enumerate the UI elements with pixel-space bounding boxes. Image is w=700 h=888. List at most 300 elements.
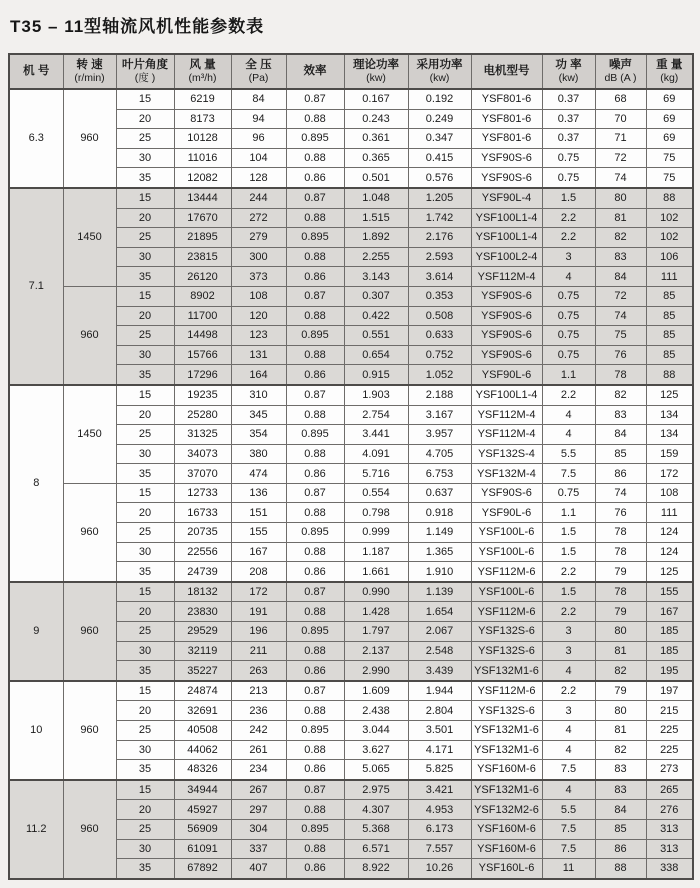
column-header-power-unit: (kw) [558, 72, 579, 84]
cell-airflow: 10128 [174, 129, 231, 149]
cell-pressure: 236 [231, 701, 286, 721]
cell-efficiency: 0.88 [286, 542, 344, 562]
cell-adopted-power: 0.508 [408, 306, 471, 326]
cell-weight: 85 [646, 286, 693, 306]
cell-pressure: 120 [231, 306, 286, 326]
table-header [9, 54, 693, 89]
cell-power: 11 [542, 859, 595, 879]
cell-blade-angle: 30 [116, 444, 174, 464]
cell-pressure: 94 [231, 109, 286, 129]
cell-airflow: 34944 [174, 780, 231, 800]
cell-theoretical-power: 2.438 [344, 701, 408, 721]
cell-blade-angle: 20 [116, 602, 174, 622]
cell-efficiency: 0.895 [286, 228, 344, 248]
cell-noise: 72 [595, 148, 646, 168]
cell-power: 3 [542, 701, 595, 721]
cell-pressure: 380 [231, 444, 286, 464]
cell-efficiency: 0.895 [286, 425, 344, 445]
column-header-adopted-power [408, 54, 471, 89]
cell-weight: 197 [646, 681, 693, 701]
cell-motor-model: YSF132M1-6 [471, 661, 542, 681]
cell-airflow: 24739 [174, 562, 231, 582]
cell-weight: 225 [646, 740, 693, 760]
cell-motor-model: YSF90S-6 [471, 483, 542, 503]
cell-theoretical-power: 1.892 [344, 228, 408, 248]
cell-weight: 159 [646, 444, 693, 464]
cell-weight: 195 [646, 661, 693, 681]
cell-weight: 155 [646, 582, 693, 602]
machine-number-cell: 10 [9, 681, 63, 780]
cell-motor-model: YSF132S-6 [471, 701, 542, 721]
cell-airflow: 34073 [174, 444, 231, 464]
cell-motor-model: YSF132M-4 [471, 464, 542, 484]
cell-pressure: 155 [231, 523, 286, 543]
cell-theoretical-power: 8.922 [344, 859, 408, 879]
cell-noise: 81 [595, 641, 646, 661]
cell-noise: 80 [595, 622, 646, 642]
cell-motor-model: YSF112M-6 [471, 562, 542, 582]
page-title: T35 – 11型轴流风机性能参数表 [10, 17, 265, 36]
cell-adopted-power: 1.365 [408, 542, 471, 562]
cell-theoretical-power: 5.716 [344, 464, 408, 484]
cell-weight: 85 [646, 345, 693, 365]
table-row [9, 286, 693, 306]
cell-power: 3 [542, 247, 595, 267]
cell-blade-angle: 15 [116, 286, 174, 306]
cell-power: 1.5 [542, 582, 595, 602]
cell-pressure: 131 [231, 345, 286, 365]
cell-motor-model: YSF160L-6 [471, 859, 542, 879]
cell-motor-model: YSF90S-6 [471, 168, 542, 188]
cell-airflow: 23815 [174, 247, 231, 267]
cell-power: 2.2 [542, 602, 595, 622]
cell-adopted-power: 0.415 [408, 148, 471, 168]
cell-airflow: 21895 [174, 228, 231, 248]
cell-weight: 106 [646, 247, 693, 267]
cell-adopted-power: 3.614 [408, 267, 471, 287]
cell-pressure: 96 [231, 129, 286, 149]
cell-motor-model: YSF100L-6 [471, 582, 542, 602]
cell-airflow: 12733 [174, 483, 231, 503]
cell-motor-model: YSF132S-6 [471, 641, 542, 661]
machine-number-cell: 8 [9, 385, 63, 582]
cell-efficiency: 0.895 [286, 523, 344, 543]
cell-weight: 265 [646, 780, 693, 800]
cell-theoretical-power: 4.307 [344, 800, 408, 820]
cell-noise: 82 [595, 740, 646, 760]
cell-weight: 124 [646, 523, 693, 543]
speed-cell: 960 [63, 286, 116, 384]
column-header-weight-label: 重 量 [656, 59, 683, 71]
cell-motor-model: YSF132M1-6 [471, 780, 542, 800]
cell-power: 1.5 [542, 188, 595, 208]
column-header-weight [646, 54, 693, 89]
cell-blade-angle: 15 [116, 89, 174, 109]
speed-cell: 1450 [63, 188, 116, 286]
table-row [9, 385, 693, 405]
cell-theoretical-power: 3.627 [344, 740, 408, 760]
cell-blade-angle: 25 [116, 523, 174, 543]
cell-pressure: 242 [231, 721, 286, 741]
cell-pressure: 234 [231, 760, 286, 780]
cell-weight: 111 [646, 503, 693, 523]
cell-efficiency: 0.87 [286, 681, 344, 701]
cell-pressure: 123 [231, 326, 286, 346]
cell-blade-angle: 25 [116, 721, 174, 741]
cell-blade-angle: 15 [116, 385, 174, 405]
cell-airflow: 16733 [174, 503, 231, 523]
cell-weight: 69 [646, 109, 693, 129]
cell-blade-angle: 30 [116, 542, 174, 562]
cell-power: 7.5 [542, 839, 595, 859]
cell-efficiency: 0.88 [286, 641, 344, 661]
cell-efficiency: 0.87 [286, 188, 344, 208]
cell-theoretical-power: 0.798 [344, 503, 408, 523]
cell-airflow: 11700 [174, 306, 231, 326]
column-header-power-label: 功 率 [555, 59, 582, 71]
cell-pressure: 297 [231, 800, 286, 820]
cell-pressure: 345 [231, 405, 286, 425]
cell-pressure: 128 [231, 168, 286, 188]
cell-efficiency: 0.88 [286, 247, 344, 267]
cell-adopted-power: 5.825 [408, 760, 471, 780]
column-header-speed [63, 54, 116, 89]
cell-weight: 276 [646, 800, 693, 820]
cell-pressure: 191 [231, 602, 286, 622]
cell-airflow: 67892 [174, 859, 231, 879]
cell-pressure: 244 [231, 188, 286, 208]
cell-airflow: 18132 [174, 582, 231, 602]
cell-blade-angle: 20 [116, 208, 174, 228]
cell-blade-angle: 15 [116, 483, 174, 503]
cell-theoretical-power: 0.501 [344, 168, 408, 188]
cell-theoretical-power: 2.975 [344, 780, 408, 800]
cell-adopted-power: 6.173 [408, 819, 471, 839]
cell-theoretical-power: 1.187 [344, 542, 408, 562]
cell-adopted-power: 0.347 [408, 129, 471, 149]
table-row [9, 780, 693, 800]
cell-motor-model: YSF90S-6 [471, 148, 542, 168]
cell-theoretical-power: 5.065 [344, 760, 408, 780]
cell-power: 4 [542, 780, 595, 800]
speed-cell: 960 [63, 582, 116, 681]
cell-efficiency: 0.88 [286, 444, 344, 464]
cell-theoretical-power: 0.915 [344, 365, 408, 385]
cell-power: 3 [542, 622, 595, 642]
cell-efficiency: 0.895 [286, 326, 344, 346]
cell-blade-angle: 15 [116, 188, 174, 208]
cell-noise: 83 [595, 760, 646, 780]
cell-adopted-power: 2.188 [408, 385, 471, 405]
cell-blade-angle: 15 [116, 582, 174, 602]
cell-power: 4 [542, 661, 595, 681]
cell-efficiency: 0.88 [286, 306, 344, 326]
speed-cell: 960 [63, 483, 116, 581]
cell-noise: 83 [595, 405, 646, 425]
cell-noise: 86 [595, 464, 646, 484]
cell-power: 0.37 [542, 129, 595, 149]
cell-weight: 185 [646, 641, 693, 661]
cell-noise: 82 [595, 661, 646, 681]
cell-adopted-power: 6.753 [408, 464, 471, 484]
cell-weight: 215 [646, 701, 693, 721]
cell-noise: 72 [595, 286, 646, 306]
cell-pressure: 272 [231, 208, 286, 228]
cell-airflow: 37070 [174, 464, 231, 484]
cell-blade-angle: 20 [116, 109, 174, 129]
cell-airflow: 44062 [174, 740, 231, 760]
cell-theoretical-power: 0.307 [344, 286, 408, 306]
cell-theoretical-power: 4.091 [344, 444, 408, 464]
cell-airflow: 25280 [174, 405, 231, 425]
cell-weight: 185 [646, 622, 693, 642]
cell-power: 0.75 [542, 345, 595, 365]
cell-theoretical-power: 6.571 [344, 839, 408, 859]
column-header-motor-model-label: 电机型号 [483, 65, 530, 77]
cell-theoretical-power: 0.654 [344, 345, 408, 365]
cell-noise: 88 [595, 859, 646, 879]
table-row [9, 582, 693, 602]
cell-efficiency: 0.88 [286, 405, 344, 425]
cell-weight: 85 [646, 306, 693, 326]
cell-theoretical-power: 0.243 [344, 109, 408, 129]
table-row [9, 483, 693, 503]
cell-efficiency: 0.895 [286, 129, 344, 149]
column-header-pressure [231, 54, 286, 89]
cell-noise: 76 [595, 503, 646, 523]
column-header-airflow-unit: (m³/h) [188, 72, 217, 84]
cell-adopted-power: 0.752 [408, 345, 471, 365]
cell-weight: 134 [646, 425, 693, 445]
cell-motor-model: YSF90S-6 [471, 326, 542, 346]
cell-adopted-power: 0.633 [408, 326, 471, 346]
cell-efficiency: 0.895 [286, 721, 344, 741]
cell-airflow: 6219 [174, 89, 231, 109]
cell-theoretical-power: 1.661 [344, 562, 408, 582]
cell-pressure: 261 [231, 740, 286, 760]
cell-theoretical-power: 0.554 [344, 483, 408, 503]
cell-motor-model: YSF100L2-4 [471, 247, 542, 267]
cell-airflow: 11016 [174, 148, 231, 168]
speed-cell: 960 [63, 681, 116, 780]
cell-pressure: 108 [231, 286, 286, 306]
cell-blade-angle: 35 [116, 661, 174, 681]
cell-weight: 134 [646, 405, 693, 425]
cell-power: 4 [542, 267, 595, 287]
cell-pressure: 136 [231, 483, 286, 503]
cell-blade-angle: 30 [116, 345, 174, 365]
cell-power: 1.5 [542, 523, 595, 543]
cell-blade-angle: 15 [116, 681, 174, 701]
cell-efficiency: 0.86 [286, 760, 344, 780]
cell-blade-angle: 35 [116, 267, 174, 287]
cell-power: 2.2 [542, 208, 595, 228]
cell-motor-model: YSF100L-6 [471, 542, 542, 562]
cell-theoretical-power: 0.361 [344, 129, 408, 149]
cell-noise: 78 [595, 542, 646, 562]
cell-noise: 79 [595, 681, 646, 701]
column-header-noise [595, 54, 646, 89]
cell-adopted-power: 0.249 [408, 109, 471, 129]
cell-power: 1.1 [542, 365, 595, 385]
cell-blade-angle: 35 [116, 562, 174, 582]
cell-power: 0.75 [542, 148, 595, 168]
cell-adopted-power: 1.052 [408, 365, 471, 385]
cell-pressure: 474 [231, 464, 286, 484]
cell-pressure: 373 [231, 267, 286, 287]
cell-adopted-power: 4.705 [408, 444, 471, 464]
cell-noise: 78 [595, 582, 646, 602]
cell-airflow: 35227 [174, 661, 231, 681]
cell-pressure: 263 [231, 661, 286, 681]
cell-theoretical-power: 2.990 [344, 661, 408, 681]
cell-motor-model: YSF100L1-4 [471, 385, 542, 405]
cell-weight: 172 [646, 464, 693, 484]
cell-power: 1.5 [542, 542, 595, 562]
column-header-efficiency-label: 效率 [303, 65, 327, 77]
cell-airflow: 8902 [174, 286, 231, 306]
cell-airflow: 56909 [174, 819, 231, 839]
cell-theoretical-power: 0.551 [344, 326, 408, 346]
cell-theoretical-power: 1.048 [344, 188, 408, 208]
cell-power: 7.5 [542, 464, 595, 484]
column-header-theoretical-power-label: 理论功率 [353, 59, 399, 71]
table-row [9, 89, 693, 109]
cell-motor-model: YSF112M-4 [471, 405, 542, 425]
cell-motor-model: YSF112M-4 [471, 425, 542, 445]
cell-weight: 85 [646, 326, 693, 346]
cell-pressure: 354 [231, 425, 286, 445]
cell-theoretical-power: 1.609 [344, 681, 408, 701]
cell-efficiency: 0.88 [286, 109, 344, 129]
cell-noise: 83 [595, 247, 646, 267]
cell-noise: 80 [595, 701, 646, 721]
cell-blade-angle: 35 [116, 365, 174, 385]
cell-adopted-power: 2.548 [408, 641, 471, 661]
cell-adopted-power: 1.944 [408, 681, 471, 701]
cell-blade-angle: 30 [116, 641, 174, 661]
cell-noise: 82 [595, 385, 646, 405]
cell-weight: 313 [646, 839, 693, 859]
cell-adopted-power: 4.953 [408, 800, 471, 820]
cell-efficiency: 0.88 [286, 148, 344, 168]
cell-power: 5.5 [542, 444, 595, 464]
cell-airflow: 8173 [174, 109, 231, 129]
cell-weight: 69 [646, 129, 693, 149]
cell-adopted-power: 1.149 [408, 523, 471, 543]
column-header-blade-angle-label: 叶片角度 [122, 59, 168, 71]
table-body [9, 89, 693, 879]
column-header-airflow-label: 风 量 [189, 59, 216, 71]
cell-efficiency: 0.88 [286, 503, 344, 523]
cell-noise: 82 [595, 228, 646, 248]
cell-weight: 69 [646, 89, 693, 109]
cell-noise: 81 [595, 721, 646, 741]
cell-noise: 76 [595, 345, 646, 365]
cell-theoretical-power: 0.422 [344, 306, 408, 326]
fan-parameters-table [8, 53, 694, 880]
cell-theoretical-power: 0.167 [344, 89, 408, 109]
cell-pressure: 337 [231, 839, 286, 859]
column-header-noise-label: 噪声 [609, 59, 632, 71]
column-header-blade-angle [116, 54, 174, 89]
cell-power: 0.75 [542, 326, 595, 346]
cell-adopted-power: 2.804 [408, 701, 471, 721]
machine-number-cell: 9 [9, 582, 63, 681]
cell-theoretical-power: 0.999 [344, 523, 408, 543]
cell-airflow: 32691 [174, 701, 231, 721]
cell-weight: 102 [646, 228, 693, 248]
cell-motor-model: YSF160M-6 [471, 839, 542, 859]
cell-theoretical-power: 3.143 [344, 267, 408, 287]
cell-blade-angle: 25 [116, 228, 174, 248]
cell-blade-angle: 25 [116, 622, 174, 642]
cell-power: 0.37 [542, 109, 595, 129]
cell-weight: 75 [646, 168, 693, 188]
cell-adopted-power: 1.139 [408, 582, 471, 602]
cell-noise: 78 [595, 365, 646, 385]
cell-blade-angle: 30 [116, 839, 174, 859]
cell-pressure: 211 [231, 641, 286, 661]
cell-airflow: 40508 [174, 721, 231, 741]
cell-pressure: 407 [231, 859, 286, 879]
cell-motor-model: YSF160M-6 [471, 760, 542, 780]
cell-efficiency: 0.86 [286, 661, 344, 681]
cell-noise: 85 [595, 819, 646, 839]
cell-power: 1.1 [542, 503, 595, 523]
cell-power: 4 [542, 425, 595, 445]
cell-motor-model: YSF801-6 [471, 89, 542, 109]
cell-airflow: 29529 [174, 622, 231, 642]
cell-blade-angle: 25 [116, 129, 174, 149]
cell-noise: 74 [595, 306, 646, 326]
cell-pressure: 279 [231, 228, 286, 248]
cell-efficiency: 0.88 [286, 701, 344, 721]
cell-power: 0.75 [542, 286, 595, 306]
cell-motor-model: YSF132S-4 [471, 444, 542, 464]
cell-weight: 75 [646, 148, 693, 168]
cell-noise: 74 [595, 483, 646, 503]
cell-power: 0.75 [542, 483, 595, 503]
cell-noise: 84 [595, 800, 646, 820]
cell-weight: 88 [646, 188, 693, 208]
cell-airflow: 17670 [174, 208, 231, 228]
cell-adopted-power: 1.205 [408, 188, 471, 208]
cell-power: 0.75 [542, 168, 595, 188]
cell-efficiency: 0.87 [286, 483, 344, 503]
cell-weight: 273 [646, 760, 693, 780]
cell-adopted-power: 0.576 [408, 168, 471, 188]
cell-pressure: 304 [231, 819, 286, 839]
cell-efficiency: 0.87 [286, 582, 344, 602]
cell-efficiency: 0.88 [286, 602, 344, 622]
cell-airflow: 13444 [174, 188, 231, 208]
cell-blade-angle: 15 [116, 780, 174, 800]
column-header-theoretical-power [344, 54, 408, 89]
cell-blade-angle: 25 [116, 425, 174, 445]
cell-power: 0.75 [542, 306, 595, 326]
cell-efficiency: 0.88 [286, 208, 344, 228]
cell-pressure: 151 [231, 503, 286, 523]
cell-noise: 75 [595, 326, 646, 346]
cell-pressure: 164 [231, 365, 286, 385]
cell-adopted-power: 0.637 [408, 483, 471, 503]
cell-blade-angle: 35 [116, 760, 174, 780]
cell-motor-model: YSF160M-6 [471, 819, 542, 839]
cell-efficiency: 0.87 [286, 385, 344, 405]
cell-noise: 71 [595, 129, 646, 149]
cell-motor-model: YSF132M1-6 [471, 721, 542, 741]
